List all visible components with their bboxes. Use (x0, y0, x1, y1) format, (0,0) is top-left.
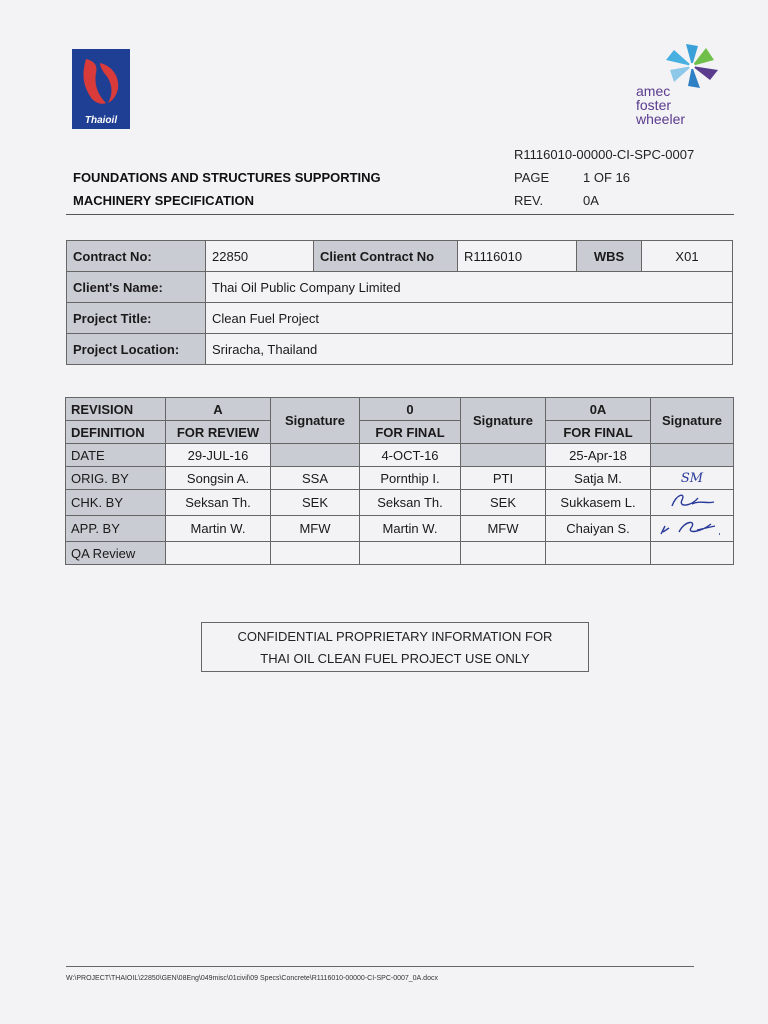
project-location-value: Sriracha, Thailand (206, 334, 733, 365)
confidential-notice (201, 622, 589, 672)
date-a: 29-JUL-16 (166, 444, 271, 467)
chk-sig-a: SEK (271, 490, 360, 516)
empty-cell (546, 542, 651, 565)
amec-wordmark-line: wheeler (636, 111, 686, 127)
definition-0a: FOR FINAL (546, 421, 651, 444)
client-name-value: Thai Oil Public Company Limited (206, 272, 733, 303)
signature-cell (271, 444, 360, 467)
table-row (67, 334, 733, 365)
handwritten-signature (651, 467, 734, 490)
chk-name-0a: Sukkasem L. (546, 490, 651, 516)
date-row-label: DATE (66, 444, 166, 467)
rev-value: 0A (583, 193, 599, 208)
table-row (66, 516, 734, 542)
client-contract-label: Client Contract No (314, 241, 458, 272)
empty-cell (651, 542, 734, 565)
wbs-label: WBS (577, 241, 642, 272)
table-row (66, 542, 734, 565)
amec-wordmark-line: foster (636, 97, 672, 113)
qa-row-label: QA Review (66, 542, 166, 565)
definition-header-label: DEFINITION (66, 421, 166, 444)
client-name-label: Client's Name: (67, 272, 206, 303)
date-0: 4-OCT-16 (360, 444, 461, 467)
chk-sig-0: SEK (461, 490, 546, 516)
orig-name-0: Pornthip I. (360, 467, 461, 490)
table-row (66, 490, 734, 516)
contract-no-value: 22850 (206, 241, 314, 272)
empty-cell (166, 542, 271, 565)
orig-name-a: Songsin A. (166, 467, 271, 490)
handwritten-signature (651, 516, 734, 542)
rev-code-0: 0 (360, 398, 461, 421)
empty-cell (360, 542, 461, 565)
confidential-line1: CONFIDENTIAL PROPRIETARY INFORMATION FOR (237, 629, 553, 644)
rev-label: REV. (514, 193, 544, 208)
amec-foster-wheeler-logo (636, 42, 736, 134)
definition-a: FOR REVIEW (166, 421, 271, 444)
app-sig-a: MFW (271, 516, 360, 542)
app-name-0: Martin W. (360, 516, 461, 542)
project-title-label: Project Title: (67, 303, 206, 334)
orig-sig-0a: SM (680, 470, 704, 486)
file-path: W:\PROJECT\THAIOIL\22850\GEN\08Eng\049misc\01civil\09 Specs\Concrete\R1116010-00000-CI-SPC-0007_0A.docx (66, 975, 438, 982)
empty-cell (271, 542, 360, 565)
revision-header-label: REVISION (66, 398, 166, 421)
table-row (67, 272, 733, 303)
project-location-label: Project Location: (67, 334, 206, 365)
app-name-a: Martin W. (166, 516, 271, 542)
orig-sig-0: PTI (461, 467, 546, 490)
document-number: R1116010-00000-CI-SPC-0007 (514, 147, 695, 162)
signature-scribble-icon (662, 490, 722, 512)
empty-cell (461, 542, 546, 565)
signature-header: Signature (651, 398, 734, 444)
thaioil-logo (72, 49, 130, 129)
wbs-value: X01 (642, 241, 733, 272)
signature-cell (461, 444, 546, 467)
amec-wordmark-line: amec (636, 83, 671, 99)
table-row (66, 467, 734, 490)
confidential-line2: THAI OIL CLEAN FUEL PROJECT USE ONLY (260, 651, 530, 666)
document-title-line2: MACHINERY SPECIFICATION (73, 193, 255, 208)
page-value: 1 OF 16 (583, 170, 630, 185)
document-title-line1: FOUNDATIONS AND STRUCTURES SUPPORTING (73, 170, 381, 185)
client-contract-value: R1116010 (458, 241, 577, 272)
orig-name-0a: Satja M. (546, 467, 651, 490)
orig-row-label: ORIG. BY (66, 467, 166, 490)
table-row (66, 444, 734, 467)
table-row (67, 241, 733, 272)
chk-row-label: CHK. BY (66, 490, 166, 516)
signature-header: Signature (271, 398, 360, 444)
thaioil-wordmark: Thaioil (84, 115, 118, 126)
project-title-value: Clean Fuel Project (206, 303, 733, 334)
revision-table (65, 397, 734, 565)
footer-divider (66, 966, 694, 967)
app-name-0a: Chaiyan S. (546, 516, 651, 542)
contract-info-table (66, 240, 733, 365)
table-row (67, 303, 733, 334)
handwritten-signature (651, 490, 734, 516)
app-sig-0: MFW (461, 516, 546, 542)
app-row-label: APP. BY (66, 516, 166, 542)
chk-name-a: Seksan Th. (166, 490, 271, 516)
date-0a: 25-Apr-18 (546, 444, 651, 467)
rev-code-a: A (166, 398, 271, 421)
amec-wordmark (636, 84, 685, 126)
pinwheel-icon (636, 42, 736, 88)
table-row (66, 398, 734, 421)
orig-sig-a: SSA (271, 467, 360, 490)
table-row (66, 421, 734, 444)
signature-header: Signature (461, 398, 546, 444)
signature-cell (651, 444, 734, 467)
chk-name-0: Seksan Th. (360, 490, 461, 516)
contract-no-label: Contract No: (67, 241, 206, 272)
signature-scribble-icon (657, 516, 727, 538)
header-divider (66, 214, 734, 215)
definition-0: FOR FINAL (360, 421, 461, 444)
rev-code-0a: 0A (546, 398, 651, 421)
flame-icon (76, 55, 126, 109)
page-label: PAGE (514, 170, 550, 185)
